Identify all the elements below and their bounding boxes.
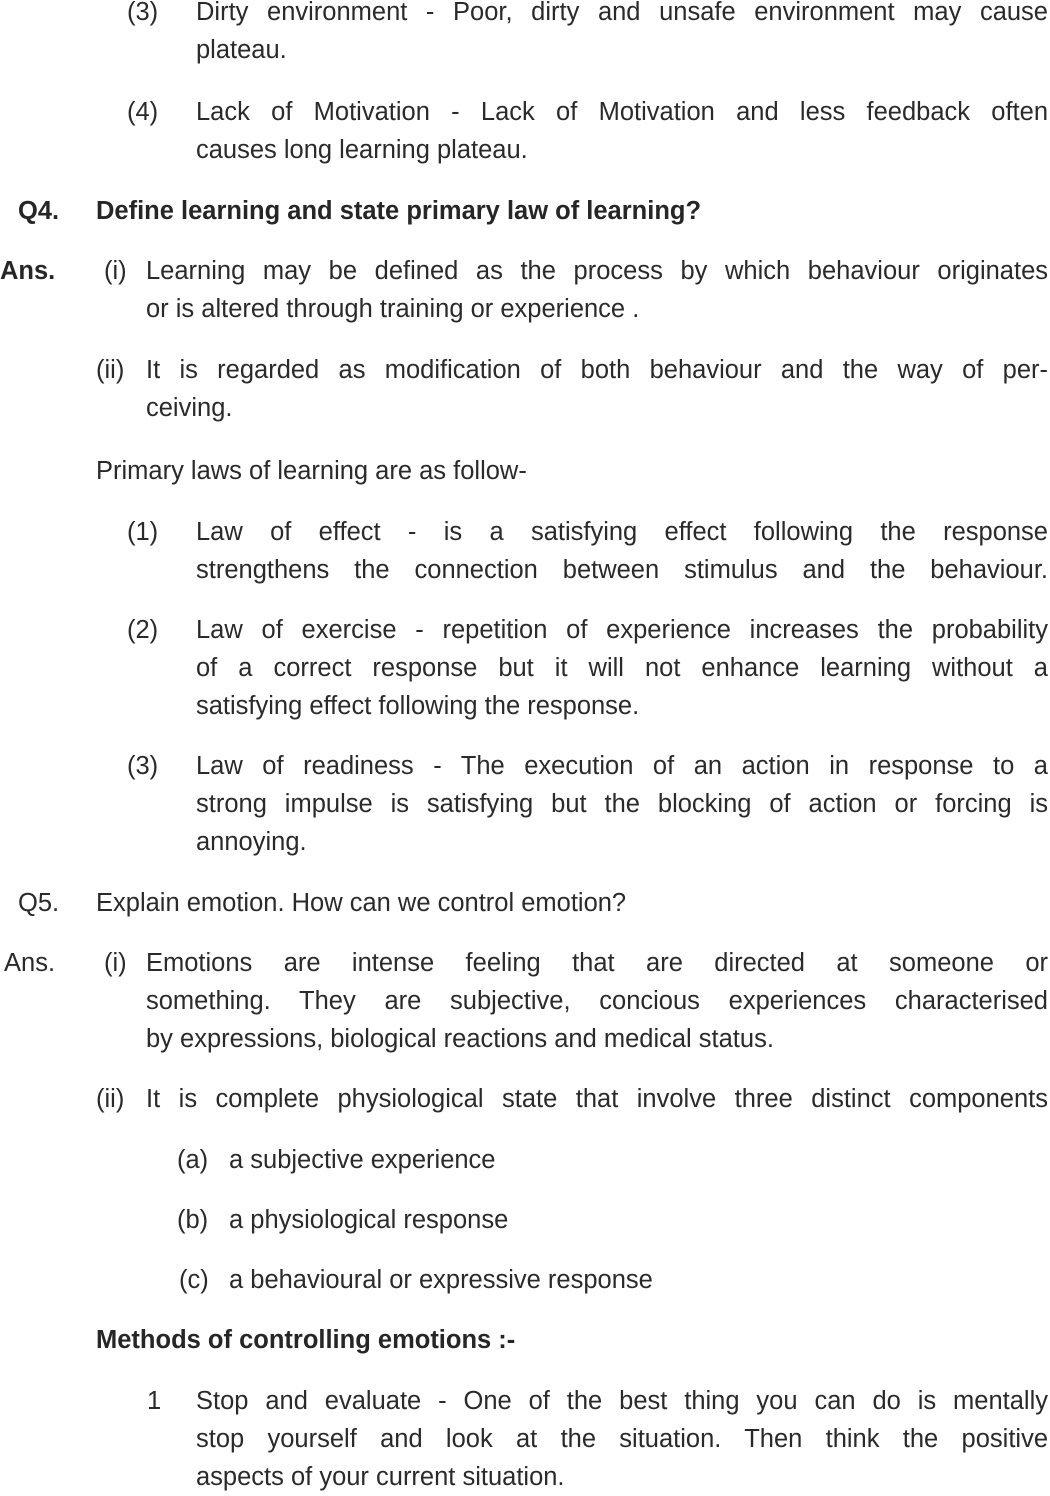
answer-text: Emotions are intense feeling that are directed at someone or (146, 949, 1048, 977)
method-text: aspects of your current situation. (196, 1463, 565, 1491)
law-text: Law of exercise - repetition of experience increases the probability (196, 616, 1048, 644)
list-item-text: Dirty environment - Poor, dirty and unsafe environment may cause (196, 0, 1048, 26)
component-text: a subjective experience (229, 1146, 496, 1174)
law-text: annoying. (196, 828, 307, 856)
method-text: Stop and evaluate - One of the best thing you can do is mentally (196, 1387, 1048, 1415)
law-text: Law of effect - is a satisfying effect following the response (196, 518, 1048, 546)
answer-label: Ans. (4, 949, 56, 977)
laws-intro: Primary laws of learning are as follow- (96, 457, 527, 485)
list-number: (c) (179, 1266, 209, 1294)
component-text: a behavioural or expressive response (229, 1266, 653, 1294)
answer-text: It is regarded as modification of both behaviour and the way of per- (146, 356, 1048, 384)
component-text: a physiological response (229, 1206, 509, 1234)
answer-text: ceiving. (146, 394, 233, 422)
question-label: Q4. (18, 197, 60, 225)
answer-text: Learning may be defined as the process by which behaviour originates (146, 257, 1048, 285)
law-text: strong impulse is satisfying but the blocking of action or forcing is (196, 790, 1048, 818)
list-number: (i) (104, 949, 127, 977)
law-text: of a correct response but it will not enhance learning without a (196, 654, 1048, 682)
answer-text: by expressions, biological reactions and medical status. (146, 1025, 774, 1053)
section-heading: Methods of controlling emotions :- (96, 1326, 516, 1354)
law-text: strengthens the connection between stimulus and the behaviour. (196, 556, 1048, 584)
list-number: (3) (127, 752, 159, 780)
law-text: Law of readiness - The execution of an action in response to a (196, 752, 1048, 780)
list-item-text: causes long learning plateau. (196, 136, 528, 164)
list-number: (i) (104, 257, 127, 285)
answer-label: Ans. (0, 257, 56, 285)
answer-text: something. They are subjective, concious experiences characterised (146, 987, 1048, 1015)
list-number: (a) (177, 1146, 209, 1174)
list-item-text: Lack of Motivation - Lack of Motivation and less feedback often (196, 98, 1048, 126)
list-number: (ii) (96, 356, 125, 384)
list-number: (b) (177, 1206, 209, 1234)
list-number: (3) (127, 0, 159, 26)
answer-text: or is altered through training or experience . (146, 295, 640, 323)
question-label: Q5. (18, 889, 60, 917)
list-number: (ii) (96, 1085, 125, 1113)
method-text: stop yourself and look at the situation. Then think the positive (196, 1425, 1048, 1453)
law-text: satisfying effect following the response. (196, 692, 640, 720)
question-text: Explain emotion. How can we control emotion? (96, 889, 627, 917)
list-item-text: plateau. (196, 36, 287, 64)
question-text: Define learning and state primary law of learning? (96, 197, 702, 225)
list-number: (4) (127, 98, 159, 126)
list-number: 1 (147, 1387, 162, 1415)
list-number: (1) (127, 518, 159, 546)
answer-text: It is complete physiological state that involve three distinct components (146, 1085, 1048, 1113)
list-number: (2) (127, 616, 159, 644)
